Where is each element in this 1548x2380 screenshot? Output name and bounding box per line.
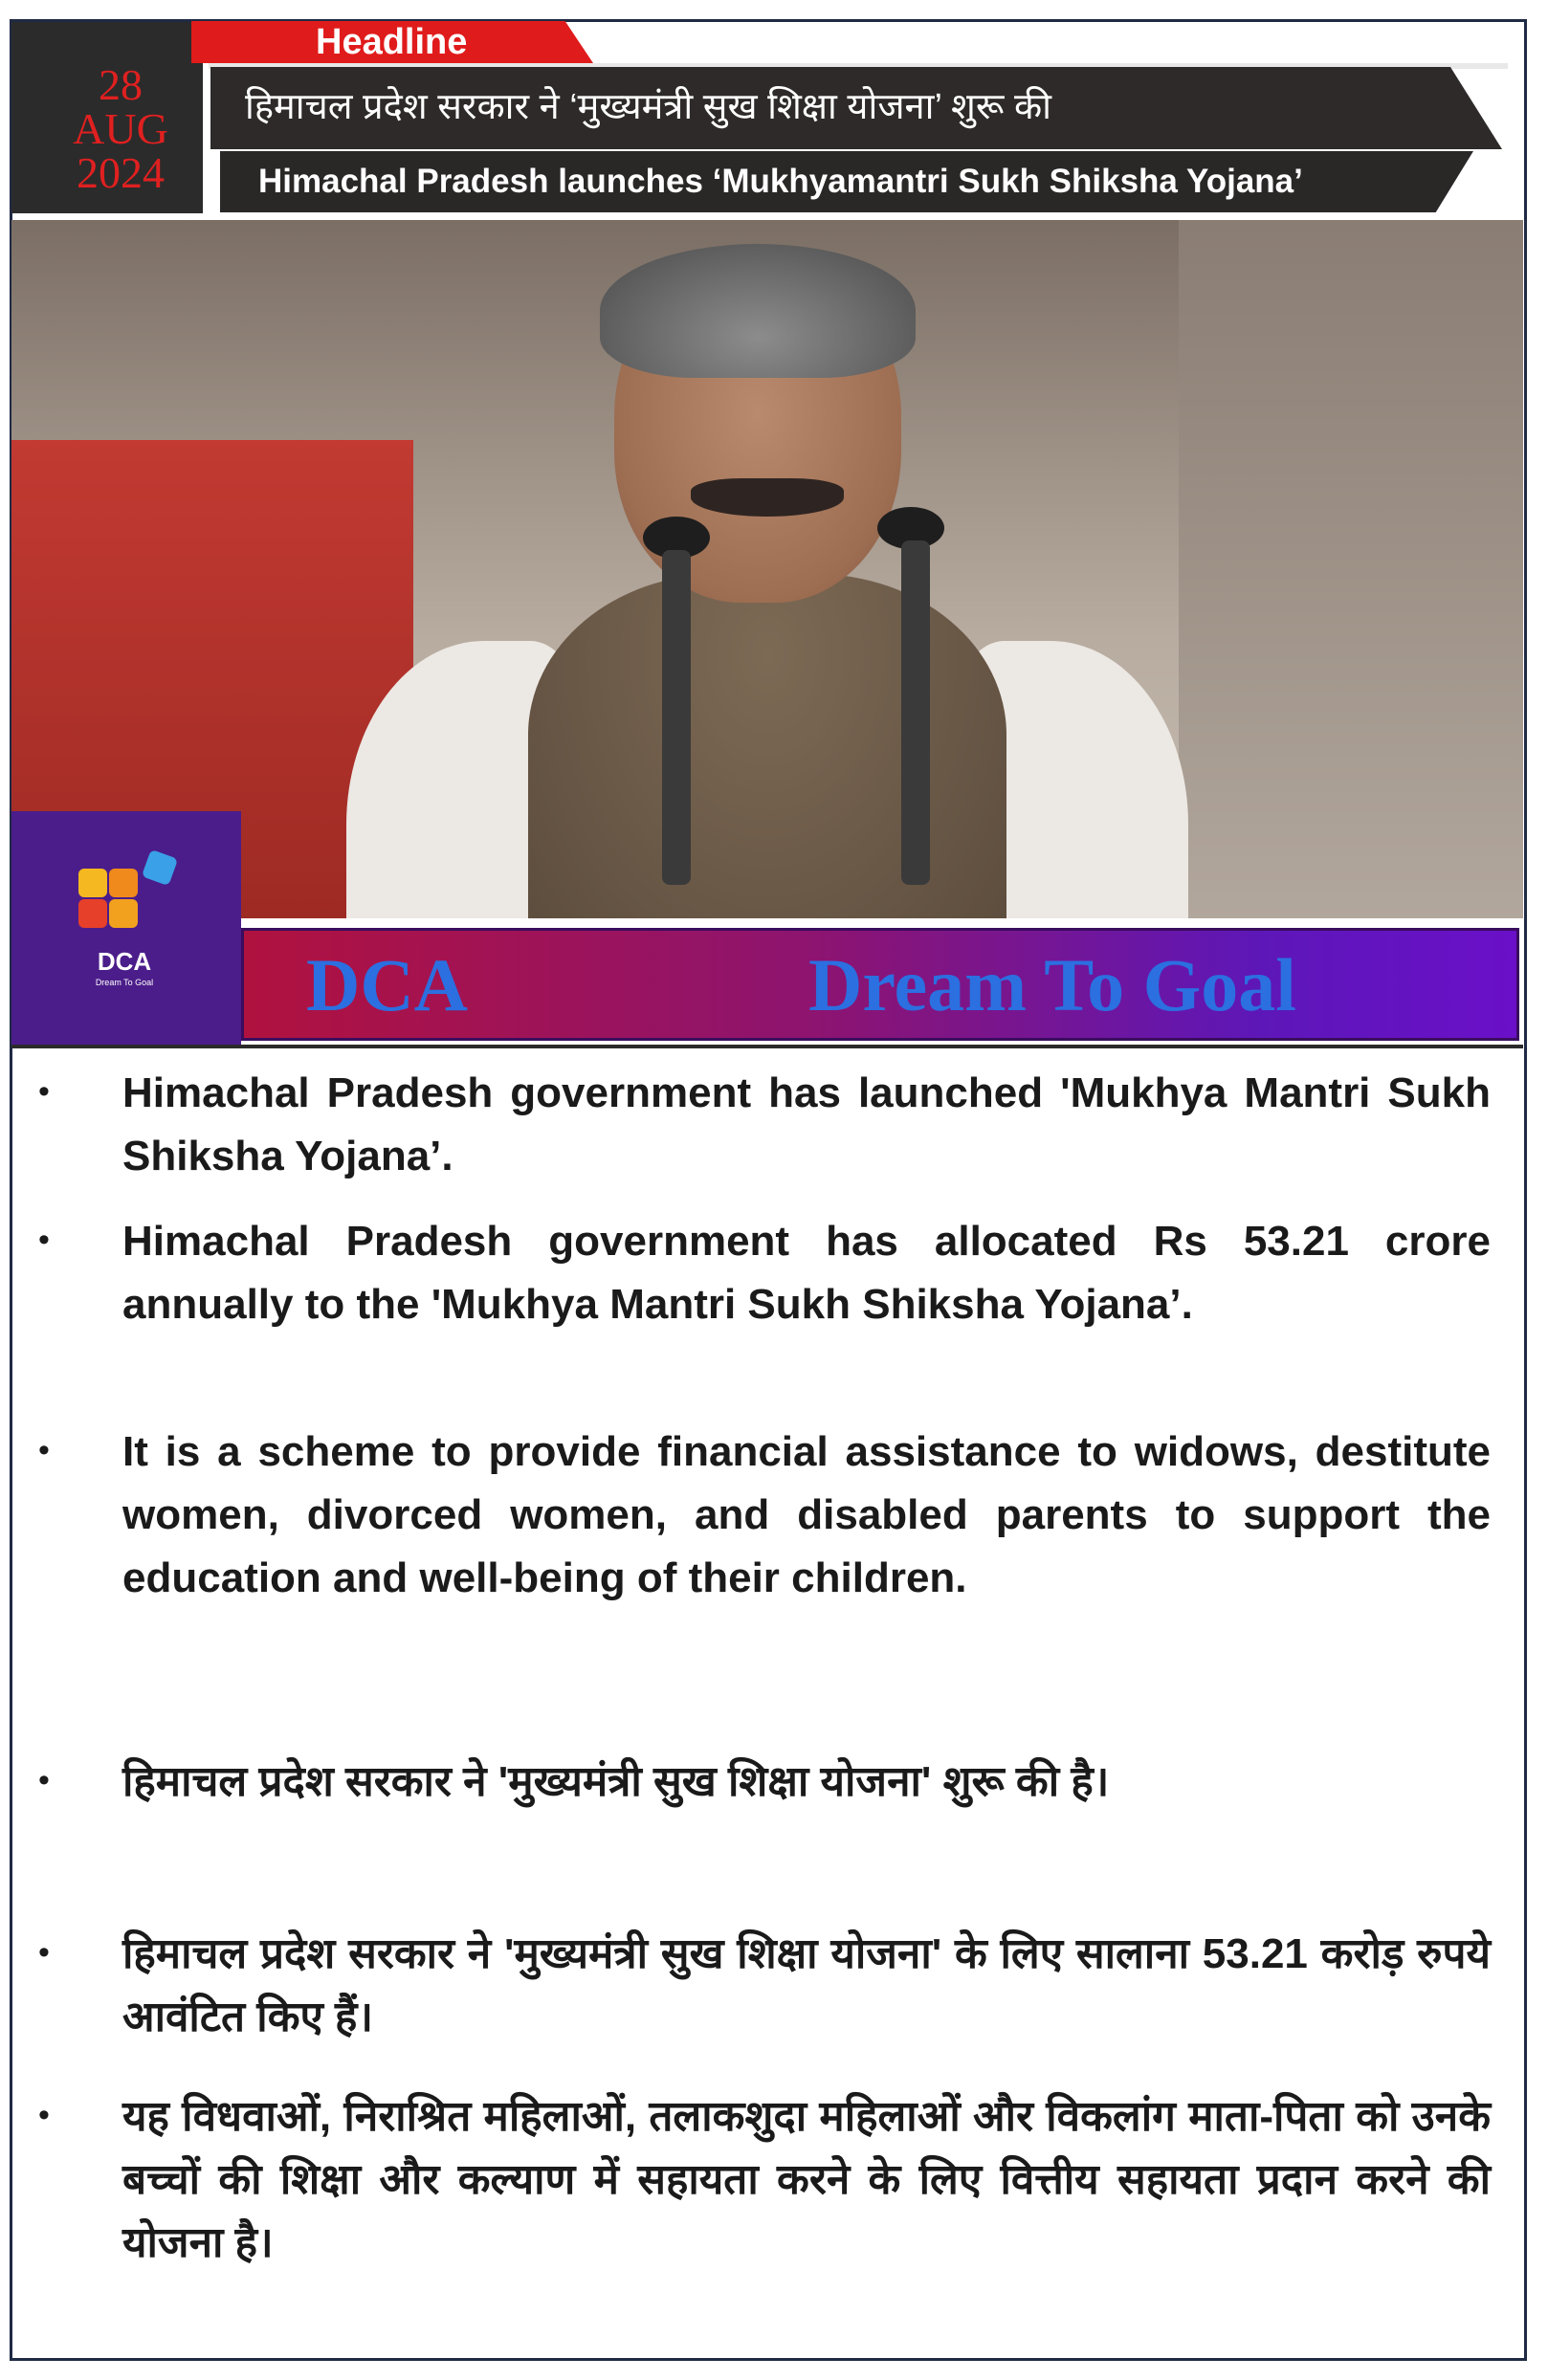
english-headline: Himachal Pradesh launches ‘Mukhyamantri Sukh Shiksha Yojana’	[258, 163, 1303, 200]
photo-background-wall	[1179, 220, 1523, 918]
bullet-dot: •	[38, 1222, 50, 1258]
bullet-dot: •	[38, 1432, 50, 1468]
puzzle-icon	[78, 899, 107, 928]
date-month: AUG	[73, 104, 168, 153]
bullet-text-hi-2: हिमाचल प्रदेश सरकार ने 'मुख्यमंत्री सुख शिक्षा योजना' के लिए सालाना 53.21 करोड़ रुपये आवंटित किए हैं।	[122, 1930, 1491, 2040]
bullet-dot: •	[38, 1073, 50, 1110]
person-hair	[600, 244, 916, 378]
bullet-dot: •	[38, 1762, 50, 1798]
microphone-stand	[662, 550, 691, 885]
bullet-text-hi-3: यह विधवाओं, निराश्रित महिलाओं, तलाकशुदा महिलाओं और विकलांग माता-पिता को उनके बच्चों की शिक्षा और कल्याण में सहायता करने के लिए वित्तीय सहायता प्रदान करने की योजना है।	[122, 2093, 1491, 2266]
bullet-dot: •	[38, 2097, 50, 2133]
bullet-text-en-1: Himachal Pradesh government has launched 'Mukhya Mantri Sukh Shiksha Yojana’.	[122, 1069, 1491, 1179]
hindi-headline: हिमाचल प्रदेश सरकार ने ‘मुख्यमंत्री सुख शिक्षा योजना’ शुरू की	[245, 87, 1051, 127]
logo-title: DCA	[97, 947, 152, 976]
date	[54, 60, 188, 197]
microphone-stand	[901, 540, 930, 885]
divider	[11, 1045, 1523, 1048]
date-year: 2024	[77, 148, 165, 197]
bullet-dot: •	[38, 1934, 50, 1971]
bullet-text-en-2: Himachal Pradesh government has allocated Rs 53.21 crore annually to the 'Mukhya Mantri Sukh Shiksha Yojana’.	[122, 1218, 1491, 1328]
headline-label: Headline	[316, 22, 468, 62]
puzzle-icon	[78, 869, 107, 897]
puzzle-icon	[142, 849, 178, 886]
puzzle-icon	[109, 869, 138, 897]
band-slogan: Dream To Goal	[808, 943, 1296, 1026]
bullet-text-en-3: It is a scheme to provide financial assistance to widows, destitute women, divorced women, and disabled parents to support the education and well-being of their children.	[122, 1428, 1491, 1601]
dca-logo	[11, 811, 241, 1045]
logo-tagline: Dream To Goal	[95, 978, 154, 987]
person-mustache	[691, 478, 844, 517]
person-jacket	[528, 574, 1006, 918]
puzzle-icon	[109, 899, 138, 928]
bullet-text-hi-1: हिमाचल प्रदेश सरकार ने 'मुख्यमंत्री सुख शिक्षा योजना' शुरू की है।	[122, 1758, 1110, 1805]
band-brand-name: DCA	[306, 943, 468, 1026]
date-day: 28	[99, 60, 143, 109]
